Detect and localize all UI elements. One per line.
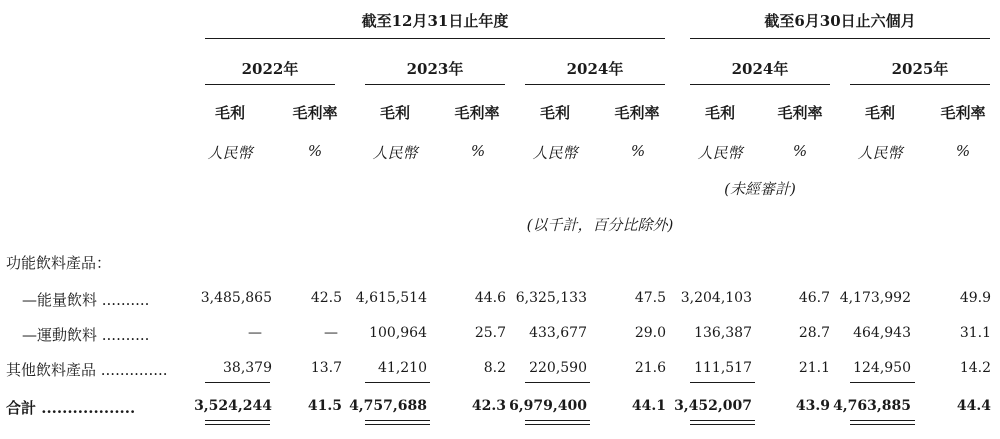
annual-header-rule [205, 38, 665, 39]
col-margin-2025-h1: 毛利率 [940, 104, 986, 122]
cell-total-2022-margin: 41.5 [307, 398, 342, 414]
subtotal-rule-2022 [205, 382, 270, 383]
year-rule-2023 [365, 84, 505, 85]
unaudited-note: (未經審計) [724, 180, 796, 198]
cell-energy-2024-margin: 47.5 [634, 290, 666, 306]
unit-currency-2022: 人民幣 [207, 144, 253, 162]
cell-other-2024h1-gp: 111,517 [694, 360, 752, 376]
total-double-rule-2024-h1 [690, 420, 755, 425]
cell-other-2025h1-gp: 124,950 [853, 360, 911, 376]
col-margin-2022: 毛利率 [292, 104, 338, 122]
cell-energy-2023-margin: 44.6 [474, 290, 506, 306]
unit-percent-2022: % [307, 142, 323, 160]
cell-energy-2023-gp: 4,615,514 [355, 290, 427, 306]
unit-currency-2023: 人民幣 [372, 144, 418, 162]
unit-percent-2024: % [630, 142, 646, 160]
col-gross-profit-2024: 毛利 [539, 104, 570, 122]
cell-sports-2022-margin: — [324, 325, 338, 341]
cell-other-2024-margin: 21.6 [634, 360, 666, 376]
row-label-energy: —能量飲料 .......... [22, 291, 150, 309]
unit-percent-2023: % [470, 142, 486, 160]
cell-total-2024-margin: 44.1 [631, 398, 666, 414]
col-gross-profit-2025-h1: 毛利 [864, 104, 895, 122]
year-2022: 2022年 [241, 60, 299, 78]
col-gross-profit-2022: 毛利 [214, 104, 245, 122]
cell-sports-2025h1-margin: 31.1 [959, 325, 991, 341]
cell-other-2025h1-margin: 14.2 [959, 360, 991, 376]
total-double-rule-2022 [205, 420, 270, 425]
cell-other-2022-gp: 38,379 [223, 360, 272, 376]
year-2024: 2024年 [566, 60, 624, 78]
cell-sports-2022-gp: — [248, 325, 262, 341]
year-2024-h1: 2024年 [731, 60, 789, 78]
cell-sports-2023-margin: 25.7 [474, 325, 506, 341]
year-rule-2025-h1 [850, 84, 990, 85]
cell-energy-2024h1-margin: 46.7 [798, 290, 830, 306]
year-rule-2024-h1 [690, 84, 830, 85]
cell-sports-2023-gp: 100,964 [369, 325, 427, 341]
cell-sports-2024-margin: 29.0 [634, 325, 666, 341]
col-gross-profit-2023: 毛利 [379, 104, 410, 122]
cell-sports-2024h1-gp: 136,387 [694, 325, 752, 341]
unit-currency-2024: 人民幣 [532, 144, 578, 162]
total-double-rule-2024 [525, 420, 590, 425]
year-rule-2022 [205, 84, 335, 85]
row-label-total: 合計 .................. [6, 399, 136, 417]
cell-total-2023-gp: 4,757,688 [349, 398, 427, 414]
annual-header: 截至12月31日止年度 [361, 12, 509, 30]
year-rule-2024 [525, 84, 665, 85]
col-gross-profit-2024-h1: 毛利 [704, 104, 735, 122]
cell-total-2025h1-margin: 44.4 [956, 398, 991, 414]
thousands-note: (以千計，百分比除外) [526, 216, 674, 234]
half-year-header: 截至6月30日止六個月 [764, 12, 916, 30]
cell-energy-2024h1-gp: 3,204,103 [680, 290, 752, 306]
unit-percent-2025-h1: % [955, 142, 971, 160]
subtotal-rule-2023 [365, 382, 430, 383]
unit-currency-2024-h1: 人民幣 [697, 144, 743, 162]
year-2025-h1: 2025年 [891, 60, 949, 78]
cell-total-2024h1-gp: 3,452,007 [674, 398, 752, 414]
total-double-rule-2025-h1 [850, 420, 915, 425]
cell-total-2024h1-margin: 43.9 [795, 398, 830, 414]
cell-total-2025h1-gp: 4,763,885 [833, 398, 911, 414]
cell-energy-2025h1-margin: 49.9 [959, 290, 991, 306]
cell-sports-2025h1-gp: 464,943 [853, 325, 911, 341]
col-margin-2024-h1: 毛利率 [777, 104, 823, 122]
col-margin-2024: 毛利率 [614, 104, 660, 122]
cell-total-2022-gp: 3,524,244 [194, 398, 272, 414]
cell-energy-2022-margin: 42.5 [310, 290, 342, 306]
subtotal-rule-2024-h1 [690, 382, 755, 383]
cell-other-2023-margin: 8.2 [483, 360, 506, 376]
unit-percent-2024-h1: % [792, 142, 808, 160]
cell-energy-2025h1-gp: 4,173,992 [839, 290, 911, 306]
col-margin-2023: 毛利率 [454, 104, 500, 122]
cell-energy-2024-gp: 6,325,133 [515, 290, 587, 306]
cell-other-2022-margin: 13.7 [310, 360, 342, 376]
cell-total-2024-gp: 6,979,400 [509, 398, 587, 414]
subtotal-rule-2024 [525, 382, 590, 383]
year-2023: 2023年 [406, 60, 464, 78]
cell-energy-2022-gp: 3,485,865 [200, 290, 272, 306]
cell-other-2023-gp: 41,210 [378, 360, 427, 376]
cell-other-2024h1-margin: 21.1 [798, 360, 830, 376]
row-label-functional: 功能飲料產品： [6, 254, 112, 272]
cell-sports-2024h1-margin: 28.7 [798, 325, 830, 341]
half-year-header-rule [690, 38, 990, 39]
cell-sports-2024-gp: 433,677 [529, 325, 587, 341]
cell-total-2023-margin: 42.3 [471, 398, 506, 414]
unit-currency-2025-h1: 人民幣 [857, 144, 903, 162]
row-label-other: 其他飲料產品 .............. [6, 361, 168, 379]
row-label-sports: —運動飲料 .......... [22, 326, 150, 344]
cell-other-2024-gp: 220,590 [529, 360, 587, 376]
total-double-rule-2023 [365, 420, 430, 425]
subtotal-rule-2025-h1 [850, 382, 915, 383]
